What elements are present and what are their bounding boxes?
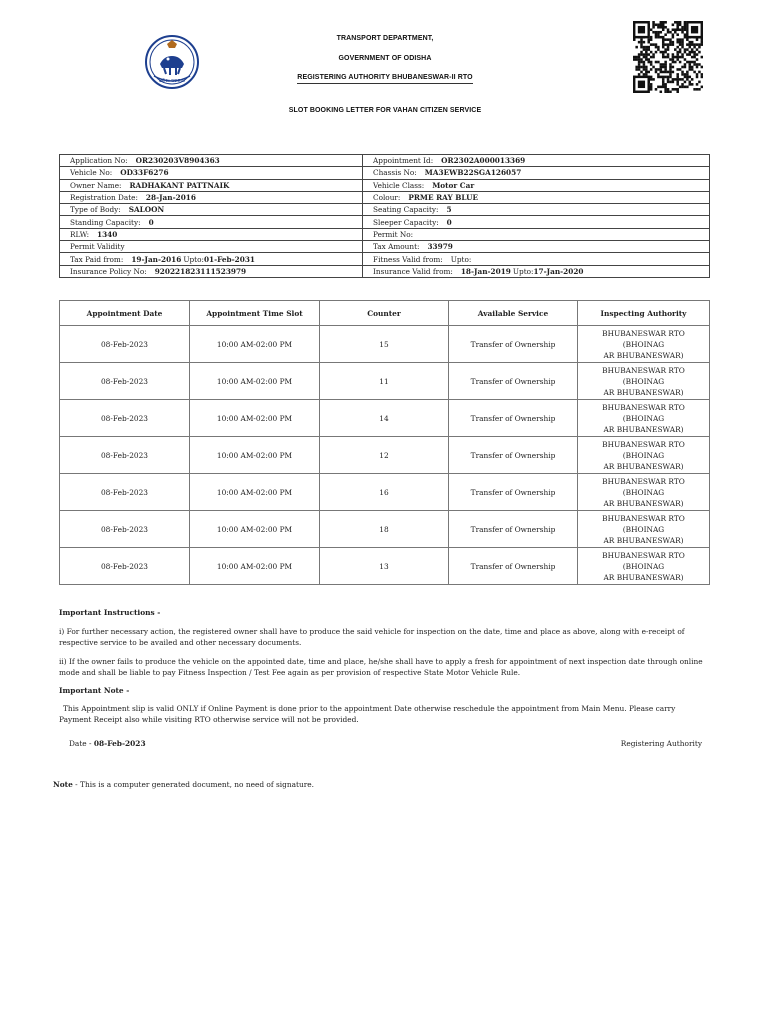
appt-counter: 13 [320, 548, 449, 585]
info-right-value: PRME RAY BLUE [408, 193, 479, 203]
appt-authority-line1: BHUBANESWAR RTO (BHOINAG [602, 439, 685, 460]
info-right-value: MA3EWB22SGA126057 [424, 168, 522, 178]
qr-code [633, 21, 703, 93]
info-left-label: Application No: [70, 156, 128, 166]
authority-heading-wrap [200, 74, 570, 84]
footer-note-text: - This is a computer generated document, no need of signature. [75, 780, 314, 789]
appt-authority-line1: BHUBANESWAR RTO (BHOINAG [602, 402, 685, 423]
appointment-row [60, 326, 710, 363]
info-row [60, 167, 710, 179]
fitness-upto-label: Upto: [450, 254, 472, 264]
info-left-label: Standing Capacity: [70, 217, 141, 227]
info-right-cell [363, 228, 710, 240]
appt-counter: 11 [320, 363, 449, 400]
info-right-label: Chassis No: [373, 168, 417, 178]
appt-service: Transfer of Ownership [449, 437, 578, 474]
info-row [60, 179, 710, 191]
info-right-cell [363, 241, 710, 253]
info-right-label: Appointment Id: [373, 156, 434, 166]
info-row [60, 204, 710, 216]
info-right-cell [363, 155, 710, 167]
appt-header-cell: Available Service [449, 301, 578, 326]
appt-service: Transfer of Ownership [449, 363, 578, 400]
info-left-label: Type of Body: [70, 205, 121, 215]
appt-slot: 10:00 AM-02:00 PM [190, 326, 320, 363]
appt-header-cell: Counter [320, 301, 449, 326]
info-left-value: OD33F6276 [120, 168, 169, 178]
appt-authority [578, 363, 710, 400]
info-left-cell [60, 155, 363, 167]
appt-header-cell: Appointment Time Slot [190, 301, 320, 326]
info-right-label: Seating Capacity: [373, 205, 439, 215]
appt-authority [578, 400, 710, 437]
appointment-row [60, 437, 710, 474]
instruction-2: ii) If the owner fails to produce the vehicle on the appointed date, time and place, he/she shall have to apply a fresh for appointment of next inspection date through online mode and shall be liable to pay Fitness Inspection / Test Fee again as per provision of respective State Motor Vehicle Rule. [59, 657, 703, 677]
info-right-value: 5 [446, 205, 452, 215]
info-right-cell [363, 179, 710, 191]
appt-authority [578, 437, 710, 474]
letter-title: SLOT BOOKING LETTER FOR VAHAN CITIZEN SERVICE [288, 107, 482, 114]
appt-service: Transfer of Ownership [449, 548, 578, 585]
info-left-cell [60, 191, 363, 203]
info-left-value: 1340 [97, 229, 118, 239]
appt-authority [578, 326, 710, 363]
info-right-value: Motor Car [432, 180, 475, 190]
footer-note-label: Note [53, 780, 73, 789]
info-row [60, 191, 710, 203]
govt-heading: GOVERNMENT OF ODISHA [338, 55, 432, 62]
appt-date: 08-Feb-2023 [60, 511, 190, 548]
info-left-label: Permit Validity [70, 242, 125, 252]
important-note: This Appointment slip is valid ONLY if Online Payment is done prior to the appointment Date otherwise reschedule the appointment from Main Menu. Please carry Payment Receipt also while visiting RTO otherwise service will not be provided. [59, 704, 676, 724]
appt-authority-line1: BHUBANESWAR RTO (BHOINAG [602, 328, 685, 349]
tax-paid-cell [60, 253, 363, 265]
info-left-cell [60, 179, 363, 191]
insurance-policy-cell [60, 265, 363, 277]
appt-slot: 10:00 AM-02:00 PM [190, 474, 320, 511]
info-row [60, 253, 710, 265]
info-left-value: 28-Jan-2016 [145, 193, 196, 203]
info-left-value: OR230203V8904363 [135, 156, 220, 166]
info-left-cell [60, 204, 363, 216]
date-label: Date - [69, 739, 92, 748]
info-right-value: OR2302A000013369 [441, 156, 526, 166]
insurance-upto-label: Upto: [512, 266, 534, 276]
info-row [60, 216, 710, 228]
tax-paid-label: Tax Paid from: [70, 254, 124, 264]
authority-heading: REGISTERING AUTHORITY BHUBANESWAR-II RTO [297, 74, 472, 84]
info-left-value: SALOON [128, 205, 165, 215]
instruction-1: i) For further necessary action, the registered owner shall have to produce the said vehicle for inspection on the date, time and place as above, along with e-receipt of respective service to be availed and other necessary documents. [59, 627, 685, 647]
insurance-valid-from: 18-Jan-2019 [460, 266, 511, 276]
info-left-cell [60, 216, 363, 228]
appt-date: 08-Feb-2023 [60, 326, 190, 363]
note-title: Important Note - [59, 686, 130, 695]
appt-slot: 10:00 AM-02:00 PM [190, 437, 320, 474]
appt-slot: 10:00 AM-02:00 PM [190, 511, 320, 548]
appt-service: Transfer of Ownership [449, 400, 578, 437]
appt-authority-line1: BHUBANESWAR RTO (BHOINAG [602, 476, 685, 497]
emblem-caption: ଓଡ଼ିଶା ସରକାର [158, 79, 186, 84]
appt-authority-line1: BHUBANESWAR RTO (BHOINAG [602, 550, 685, 571]
dept-heading: TRANSPORT DEPARTMENT, [336, 35, 434, 42]
info-left-cell [60, 228, 363, 240]
tax-paid-from: 19-Jan-2016 [131, 254, 182, 264]
info-right-label: Permit No: [373, 229, 414, 239]
info-row [60, 265, 710, 277]
appt-authority-line1: BHUBANESWAR RTO (BHOINAG [602, 513, 685, 534]
info-right-value: 0 [446, 217, 452, 227]
info-right-label: Sleeper Capacity: [373, 217, 439, 227]
info-left-label: Vehicle No: [70, 168, 113, 178]
fitness-label: Fitness Valid from: [373, 254, 443, 264]
date-value: 08-Feb-2023 [93, 739, 146, 748]
appointment-row [60, 400, 710, 437]
appt-authority [578, 474, 710, 511]
appt-authority [578, 511, 710, 548]
appointment-row [60, 548, 710, 585]
date-line [69, 738, 146, 749]
appt-authority-line2: AR BHUBANESWAR) [603, 535, 684, 545]
appt-service: Transfer of Ownership [449, 511, 578, 548]
appt-header-cell: Appointment Date [60, 301, 190, 326]
info-left-value: 0 [148, 217, 154, 227]
info-right-cell [363, 167, 710, 179]
appt-service: Transfer of Ownership [449, 326, 578, 363]
appt-counter: 16 [320, 474, 449, 511]
appt-date: 08-Feb-2023 [60, 363, 190, 400]
tax-paid-upto-label: Upto: [183, 254, 204, 264]
appt-slot: 10:00 AM-02:00 PM [190, 400, 320, 437]
vehicle-info-table [59, 154, 710, 278]
appointment-table [59, 300, 710, 585]
instructions-title: Important Instructions - [59, 608, 161, 617]
appt-date: 08-Feb-2023 [60, 548, 190, 585]
info-left-label: Owner Name: [70, 180, 122, 190]
info-row [60, 155, 710, 167]
appt-header-cell: Inspecting Authority [578, 301, 710, 326]
appointment-row [60, 363, 710, 400]
appt-counter: 18 [320, 511, 449, 548]
info-left-label: RLW: [70, 229, 90, 239]
tax-paid-upto: 01-Feb-2031 [203, 254, 255, 264]
appt-authority-line1: BHUBANESWAR RTO (BHOINAG [602, 365, 685, 386]
appt-authority [578, 548, 710, 585]
appt-authority-line2: AR BHUBANESWAR) [603, 498, 684, 508]
registering-authority: Registering Authority [620, 739, 702, 748]
odisha-emblem [144, 34, 200, 90]
appt-date: 08-Feb-2023 [60, 437, 190, 474]
appt-counter: 14 [320, 400, 449, 437]
appt-slot: 10:00 AM-02:00 PM [190, 548, 320, 585]
info-left-value: RADHAKANT PATTNAIK [129, 180, 230, 190]
appt-counter: 15 [320, 326, 449, 363]
info-left-label: Registration Date: [70, 193, 138, 203]
info-right-cell [363, 191, 710, 203]
appt-authority-line2: AR BHUBANESWAR) [603, 424, 684, 434]
appt-authority-line2: AR BHUBANESWAR) [603, 387, 684, 397]
info-left-cell [60, 241, 363, 253]
appointment-row [60, 474, 710, 511]
appt-authority-line2: AR BHUBANESWAR) [603, 461, 684, 471]
appt-authority-line2: AR BHUBANESWAR) [603, 350, 684, 360]
info-right-label: Vehicle Class: [373, 180, 425, 190]
insurance-policy-value: 920221823111523979 [154, 266, 247, 276]
info-right-cell [363, 204, 710, 216]
appt-service: Transfer of Ownership [449, 474, 578, 511]
info-left-cell [60, 167, 363, 179]
info-right-cell [363, 216, 710, 228]
appt-date: 08-Feb-2023 [60, 474, 190, 511]
appt-date: 08-Feb-2023 [60, 400, 190, 437]
appt-slot: 10:00 AM-02:00 PM [190, 363, 320, 400]
appt-authority-line2: AR BHUBANESWAR) [603, 572, 684, 582]
fitness-cell [363, 253, 710, 265]
insurance-policy-label: Insurance Policy No: [70, 266, 147, 276]
insurance-valid-cell [363, 265, 710, 277]
appointment-row [60, 511, 710, 548]
info-right-label: Tax Amount: [373, 242, 420, 252]
info-right-label: Colour: [373, 193, 401, 203]
appt-counter: 12 [320, 437, 449, 474]
footer-note [53, 779, 314, 790]
info-row [60, 241, 710, 253]
insurance-valid-upto: 17-Jan-2020 [533, 266, 584, 276]
info-row [60, 228, 710, 240]
info-right-value: 33979 [427, 242, 453, 252]
insurance-valid-label: Insurance Valid from: [373, 266, 453, 276]
